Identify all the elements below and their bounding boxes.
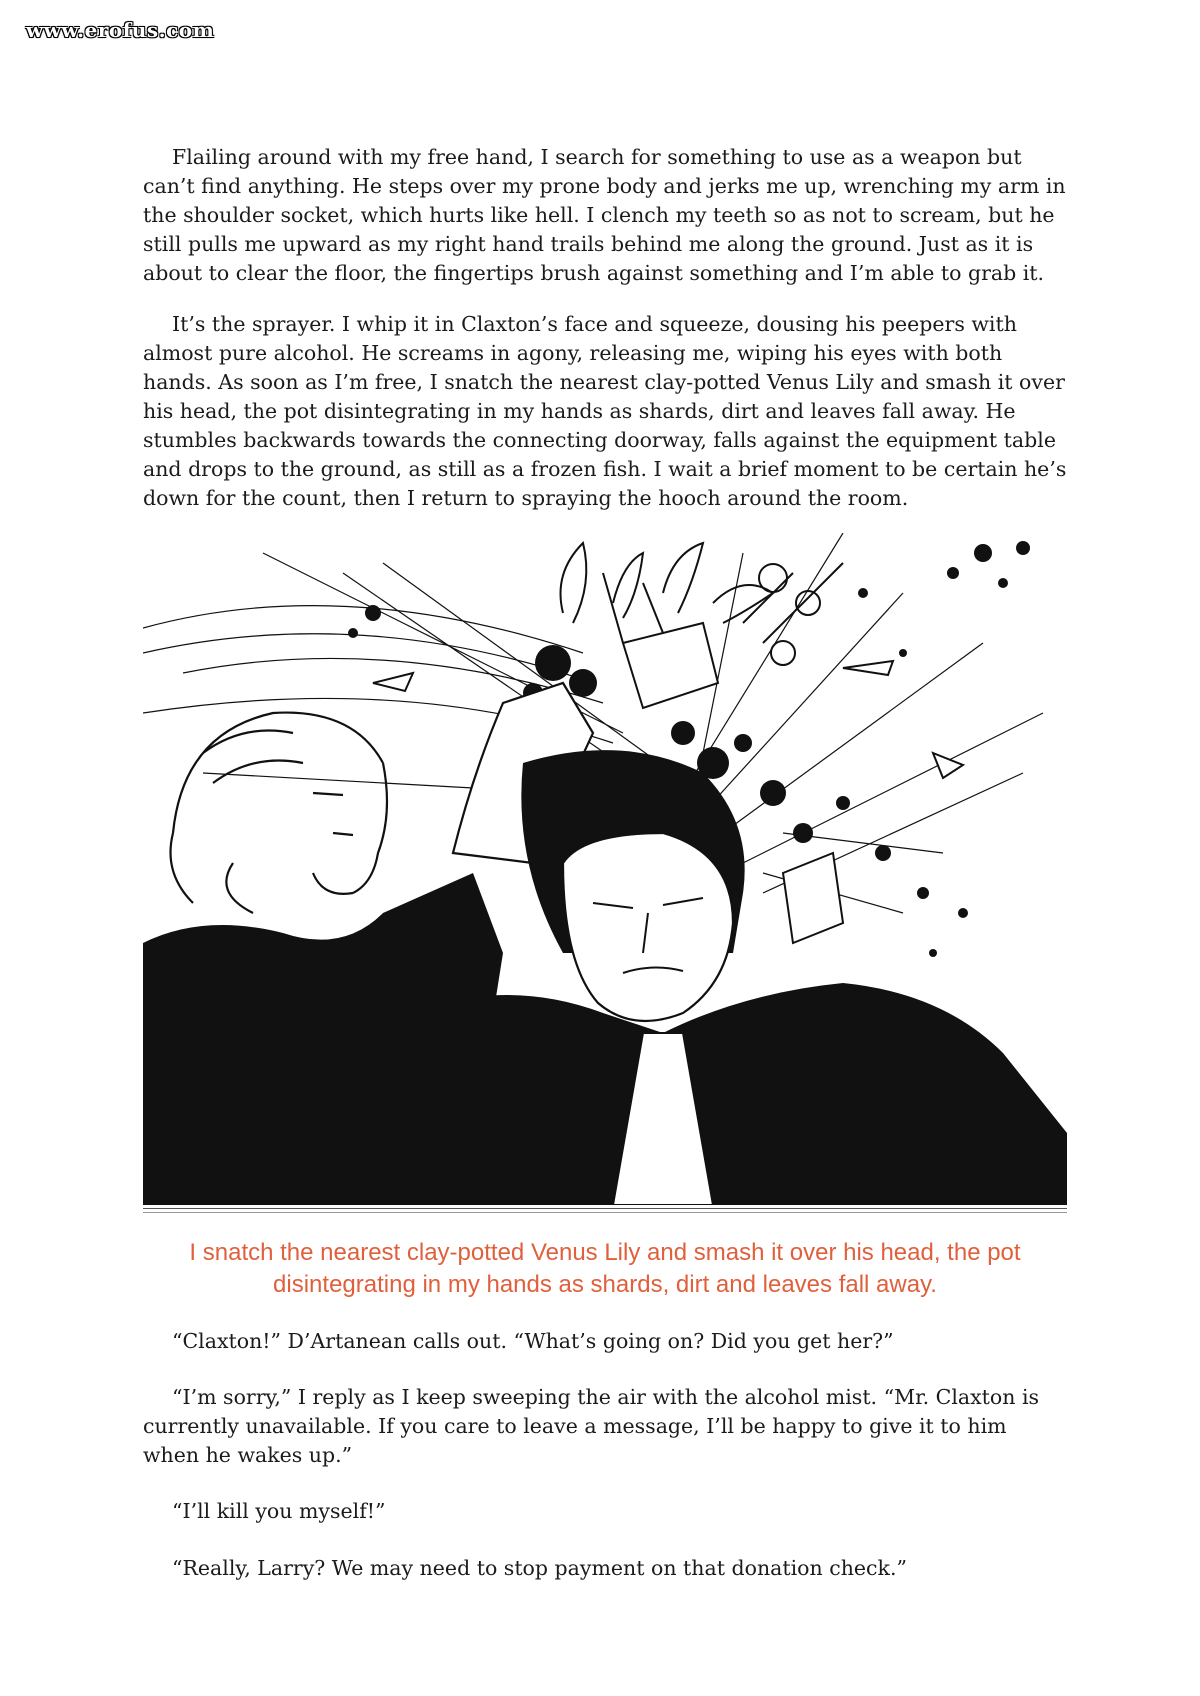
narrative-paragraph-2: It’s the sprayer. I whip it in Claxton’s face and squeeze, dousing his peepers with almost pure alcohol. He screams in agony, releasing me, wiping his eyes with both hands. As soon as I’m free, I snatch the nearest clay-potted Venus Lily and smash it over his head, the pot disintegrating in my hands as shards, dirt and leaves fall away. He stumbles backwards towards the connecting doorway, falls against the equipment table and drops to the ground, as still as a frozen fish. I wait a brief moment to be certain he’s down for the count, then I return to spraying the hooch around the room. (143, 312, 1067, 510)
man-dark-suit (443, 983, 1067, 1205)
ink-illustration (143, 533, 1067, 1205)
narrative-paragraph-1: Flailing around with my free hand, I search for something to use as a weapon but can’t find anything. He steps over my prone body and jerks me up, wrenching my arm in the shoulder socket, which hurts like hell. I clench my teeth so as not to scream, but he still pulls me upward as my right hand trails behind me along the ground. Just as it is about to clear the floor, the fingertips brush against something and I’m able to grab it. (143, 145, 1066, 285)
dialogue-line-2: “I’m sorry,” I reply as I keep sweeping the air with the alcohol mist. “Mr. Claxton is currently unavailable. If you care to leave a message, I’ll be happy to give it to him when he wakes up.” (143, 1385, 1040, 1467)
dialogue-line-1: “Claxton!” D’Artanean calls out. “What’s going on? Did you get her?” (172, 1329, 894, 1353)
woman-figure (171, 713, 388, 913)
dialogue-line-4: “Really, Larry? We may need to stop payment on that donation check.” (172, 1556, 907, 1580)
caption-rule-top (143, 1208, 1067, 1209)
man-face (563, 833, 733, 1021)
caption-rule-bottom (143, 1212, 1067, 1213)
dialogue-line-3: “I’ll kill you myself!” (172, 1499, 386, 1523)
watermark: www.erofus.com (26, 18, 215, 42)
illustration-caption: I snatch the nearest clay-potted Venus Lily and smash it over his head, the pot disintegrating in my hands as shards, dirt and leaves fall away. (189, 1239, 1021, 1298)
illustration-svg (143, 533, 1067, 1205)
